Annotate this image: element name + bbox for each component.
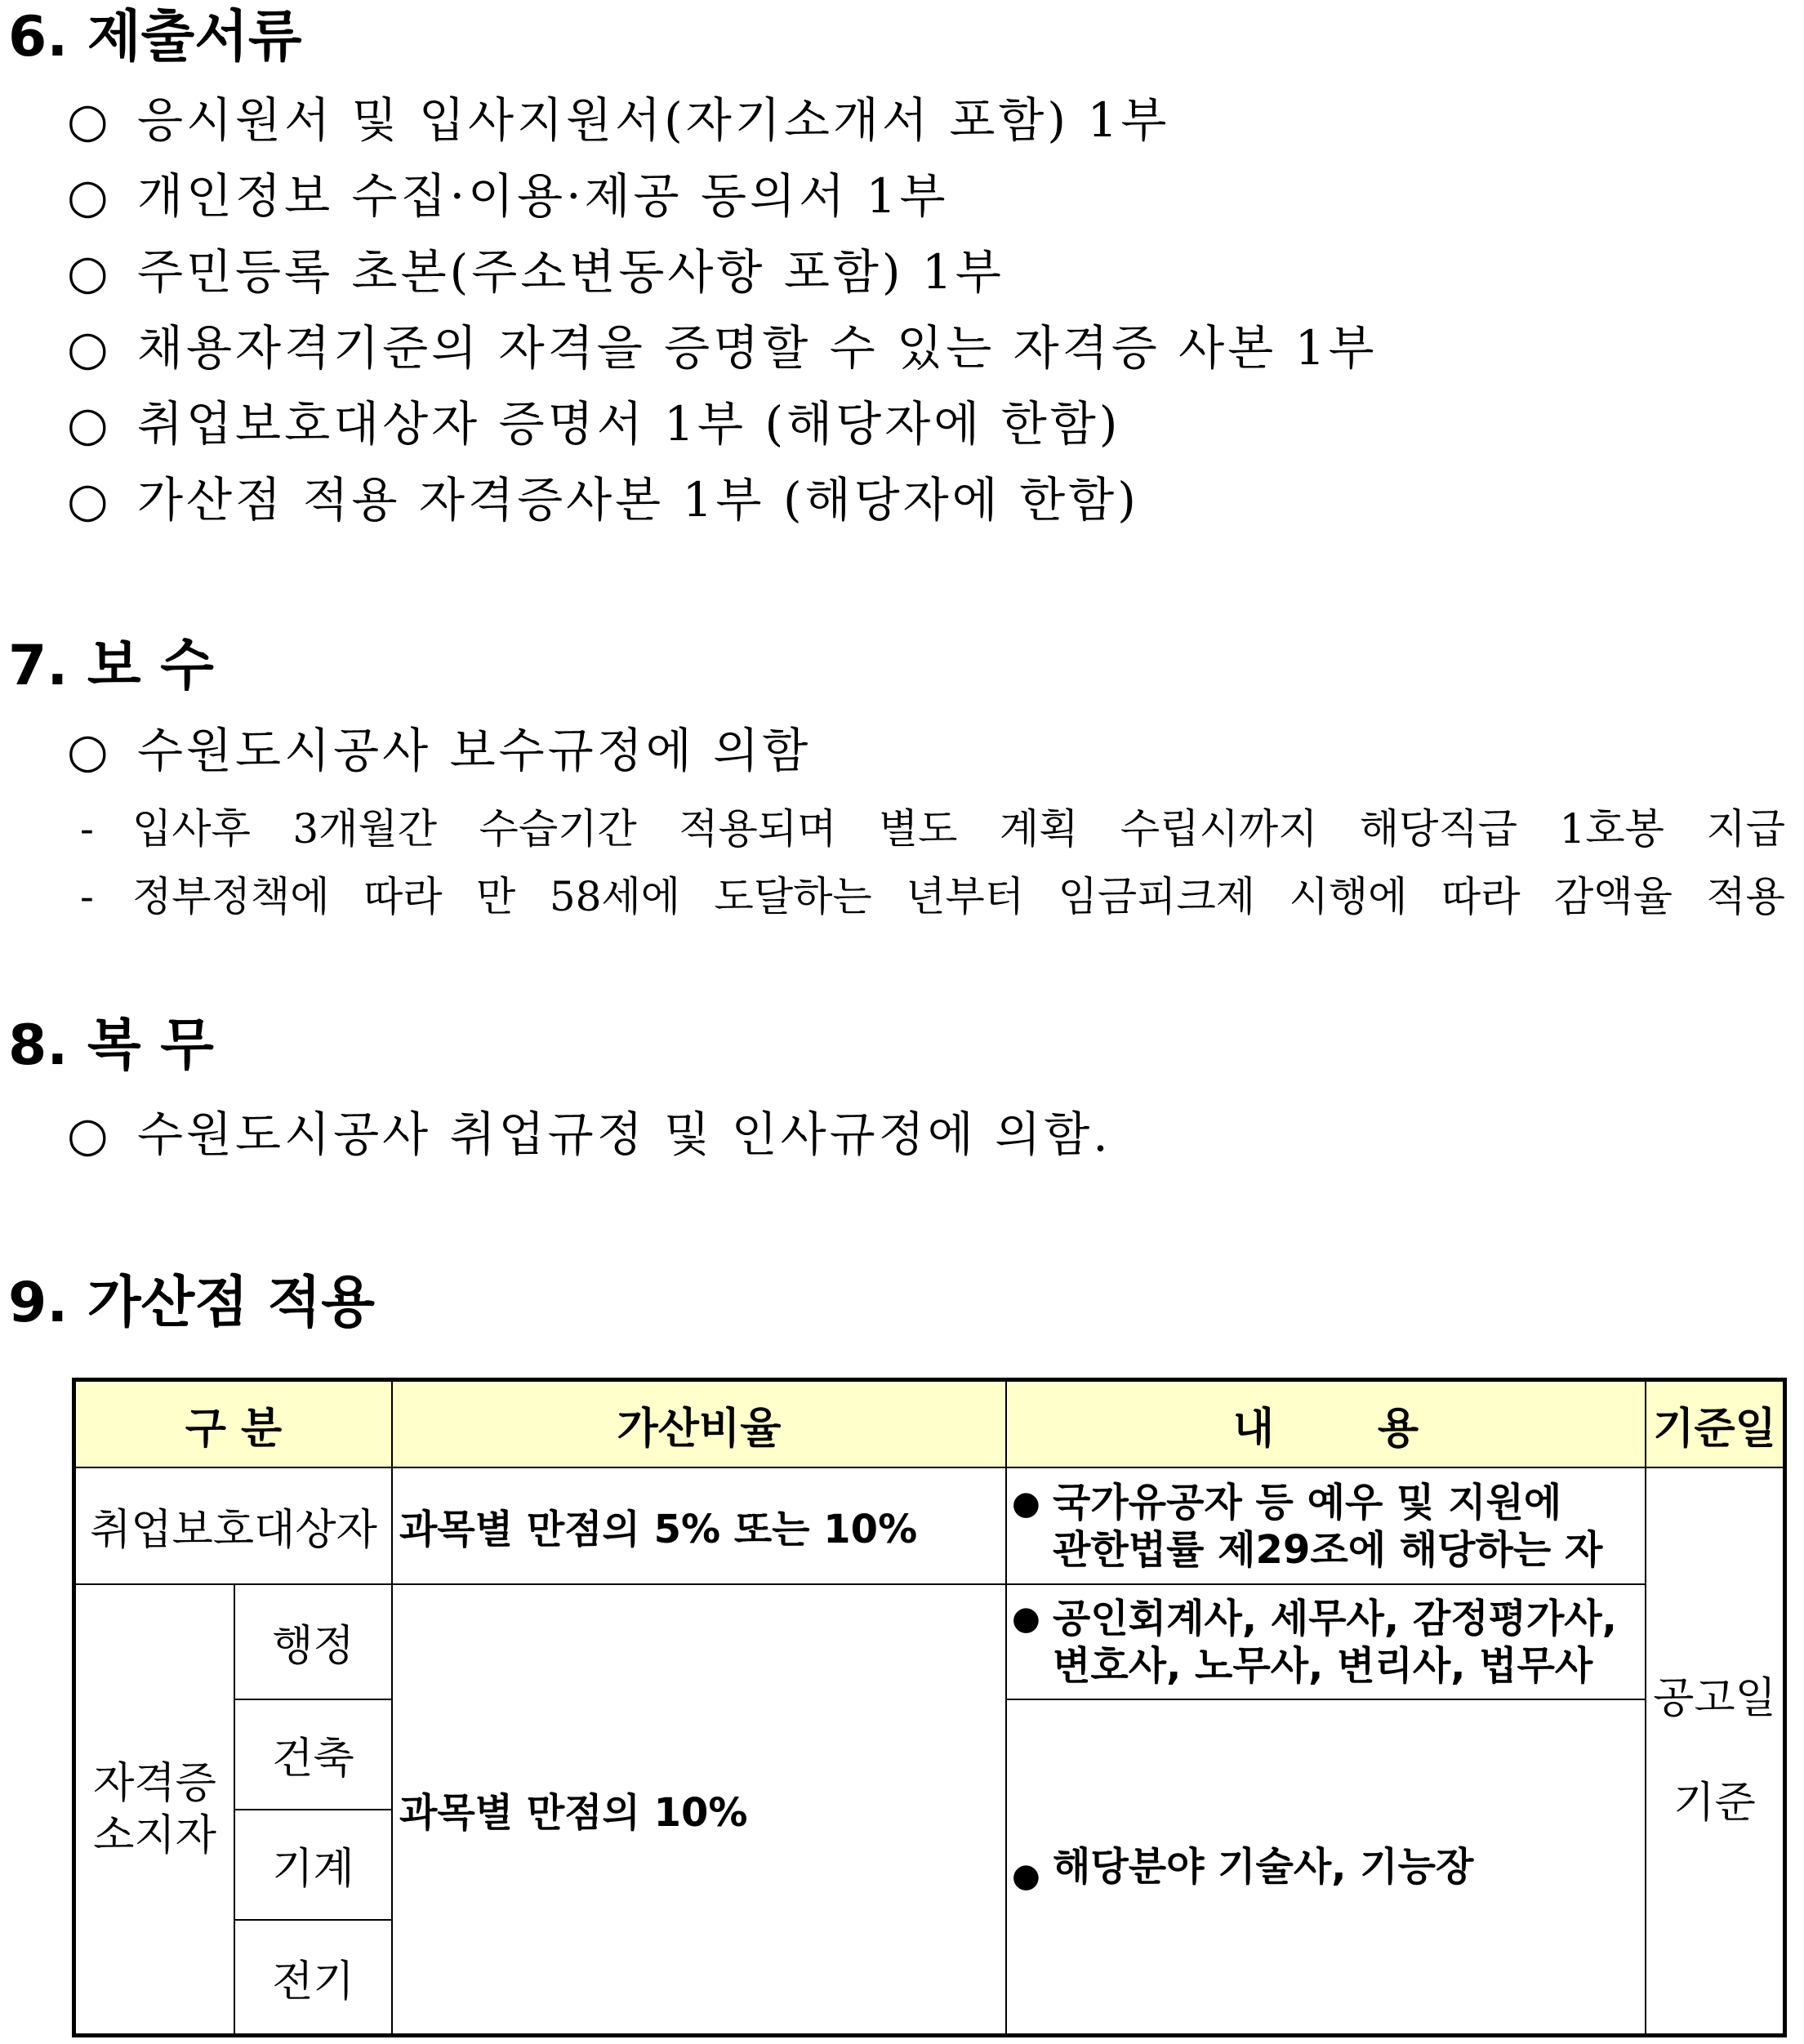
circle-bullet-icon: ○ [67,168,112,224]
row1-category: 취업보호대상자 [90,1506,377,1555]
tech-content-text: 해당분야 기술사, 기능장 [1053,1844,1474,1890]
list-item-text: 주민등록 초본(주소변동사항 포함) 1부 [137,244,1004,300]
circle-bullet-icon: ○ [67,472,112,528]
row1-rate: 과목별 만점의 5% 또는 10% [399,1507,918,1552]
sub-list-item [80,873,1785,920]
circle-bullet-icon: ○ [67,723,112,778]
list-item [67,396,1121,452]
admin-content-line1: 공인회계사, 세무사, 감정평가사, [1053,1595,1617,1641]
bonus-points-table [72,1378,1787,2037]
group-category [76,1585,234,2033]
header-category: 구 분 [185,1404,283,1454]
list-item-text: 취업보호대상자 증명서 1부 (해당자에 한함) [137,396,1121,452]
list-item-text: 응시원서 및 입사지원서(자기소개서 포함) 1부 [137,92,1170,148]
list-item-text: 개인정보 수집·이용·제공 동의서 1부 [137,168,949,224]
list-item [67,472,1139,528]
sub-list-item-text: 정부정책에 따라 만 58세에 도달하는 년부터 임금피크제 시행에 따라 감액율 적용 [132,873,1785,920]
header-content: 내 용 [1232,1404,1419,1454]
circle-bullet-icon: ○ [67,396,112,452]
base-date-cell [1646,1468,1783,2033]
list-item [67,320,1378,376]
section-6-heading: 6. 제출서류 [8,5,302,69]
dash-bullet-icon: - [80,805,94,853]
circle-bullet-icon: ○ [67,92,112,148]
bullet-icon: ● [1012,1857,1040,1895]
list-item [67,244,1004,300]
base-date-line1: 공고일 [1653,1674,1776,1723]
tech-content [1007,1700,1645,2033]
list-item [67,168,949,224]
group-category-line1: 자격증 [93,1758,216,1808]
list-item [67,92,1170,148]
sub-list-item-text: 입사후 3개월간 수습기간 적용되며 별도 계획 수립시까지 해당직급 1호봉 지급 [132,805,1785,853]
row1-content [1007,1468,1645,1583]
circle-bullet-icon: ○ [67,244,112,300]
sub-arch: 건축 [272,1735,354,1783]
sub-admin: 행정 [272,1622,354,1671]
bullet-icon: ● [1012,1600,1040,1637]
list-item-text: 수원도시공사 취업규정 및 인사규정에 의함. [137,1107,1111,1162]
group-category-line2: 소지자 [93,1810,216,1860]
list-item [67,1107,1111,1162]
sub-list-item [80,805,1785,853]
bullet-icon: ● [1012,1485,1040,1522]
section-9-heading: 9. 가산점 적용 [8,1271,375,1335]
sub-elec: 전기 [272,1957,354,2006]
group-rate: 과목별 만점의 10% [399,1790,748,1836]
dash-bullet-icon: - [80,873,94,920]
sub-mech: 기계 [272,1845,354,1894]
list-item [67,723,812,778]
list-item-text: 가산점 적용 자격증사본 1부 (해당자에 한함) [137,472,1139,528]
section-7-heading: 7. 보 수 [8,634,214,698]
base-date-line2: 기준 [1673,1779,1756,1828]
circle-bullet-icon: ○ [67,1107,112,1162]
admin-content-line2: 변호사, 노무사, 변리사, 법무사 [1053,1642,1593,1689]
list-item-text: 채용자격기준의 자격을 증명할 수 있는 자격증 사본 1부 [137,320,1378,376]
header-rate: 가산비율 [617,1404,782,1454]
section-8-heading: 8. 복 무 [8,1013,214,1078]
row1-content-line2: 관한법률 제29조에 해당하는 자 [1053,1526,1603,1573]
row1-content-line1: 국가유공자 등 예우 및 지원에 [1053,1479,1562,1525]
header-base-date: 기준일 [1653,1404,1776,1454]
circle-bullet-icon: ○ [67,320,112,376]
list-item-text: 수원도시공사 보수규정에 의함 [137,723,812,778]
admin-content [1007,1585,1645,1699]
